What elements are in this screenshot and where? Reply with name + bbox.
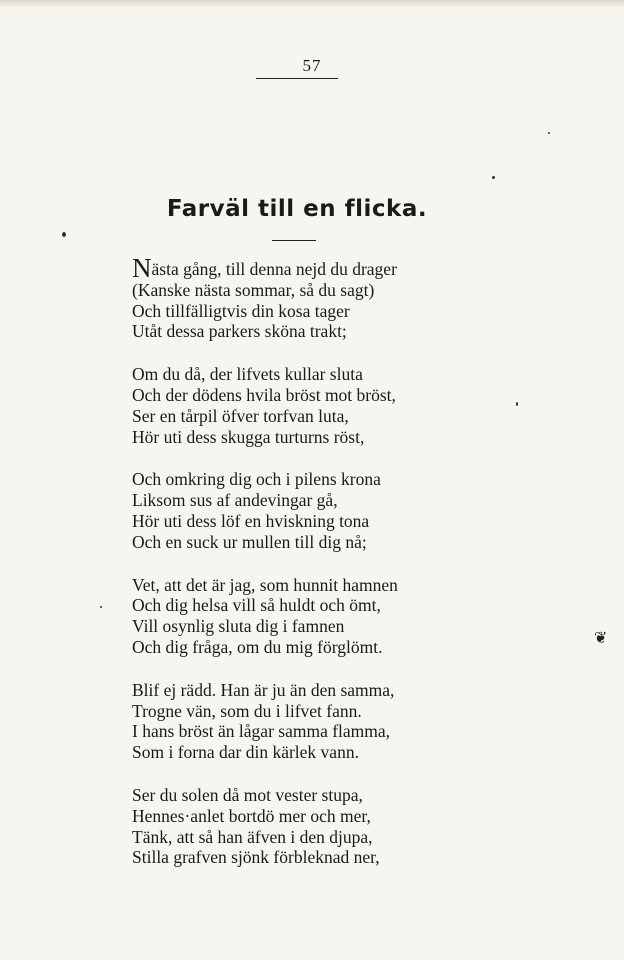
ink-speck [516,402,518,406]
page-number: 57 [302,56,322,75]
stanza-2 [132,364,572,447]
poem-line: Vill osynlig sluta dig i famnen [132,616,345,637]
poem-line-text: ästa gång, till denna nejd du drager [151,259,397,279]
printer-ornament-icon: ❦ [594,628,608,647]
poem-line: Hör uti dess skugga turturns röst, [132,426,365,447]
page-top-edge [0,0,624,8]
title-divider [272,240,316,241]
stanza-5 [132,680,572,763]
poem-line: Hennes·anlet bortdö mer och mer, [132,805,371,826]
ink-speck [100,606,102,608]
poem-line: Utåt dessa parkers sköna trakt; [132,321,347,342]
poem-line [132,253,572,283]
poem-line: Vet, att det är jag, som hunnit hamnen [132,574,398,595]
poem-line: Om du då, der lifvets kullar sluta [132,364,363,385]
poem-line: Och tillfälligtvis din kosa tager [132,300,350,321]
poem-line: I hans bröst än lågar samma flamma, [132,721,391,742]
page-number-rule [256,78,338,79]
stanza-4 [132,575,572,658]
ink-speck [548,132,550,134]
poem-line: Och dig helsa vill så huldt och ömt, [132,595,381,616]
poem-line: Som i forna dar din kärlek vann. [132,742,359,763]
poem-line: Stilla grafven sjönk förbleknad ner, [132,847,380,868]
ink-speck [62,232,66,237]
poem-line: Och en suck ur mullen till dig nå; [132,531,367,552]
stanza-3 [132,469,572,552]
poem-line: Ser en tårpil öfver torfvan luta, [132,405,349,426]
poem-line: Tänk, att så han äfven i den djupa, [132,826,373,847]
poem-line: Och der dödens hvila bröst mot bröst, [132,384,396,405]
stanza-1 [132,253,572,342]
drop-cap: N [132,253,152,283]
poem-line: Ser du solen då mot vester stupa, [132,784,363,805]
poem-line: Och omkring dig och i pilens krona [132,469,381,490]
poem-line: Och dig fråga, om du mig förglömt. [132,636,383,657]
poem-line: (Kanske nästa sommar, så du sagt) [132,279,375,300]
stanza-6 [132,785,572,868]
poem-line: Blif ej rädd. Han är ju än den samma, [132,679,395,700]
poem-line: Liksom sus af andevingar gå, [132,490,338,511]
poem-line: Hör uti dess löf en hviskning tona [132,510,370,531]
poem-title: Farväl till en flicka. [166,196,428,222]
poem-line: Trogne vän, som du i lifvet fann. [132,700,362,721]
poem-body [132,253,572,890]
ink-speck [492,176,495,179]
